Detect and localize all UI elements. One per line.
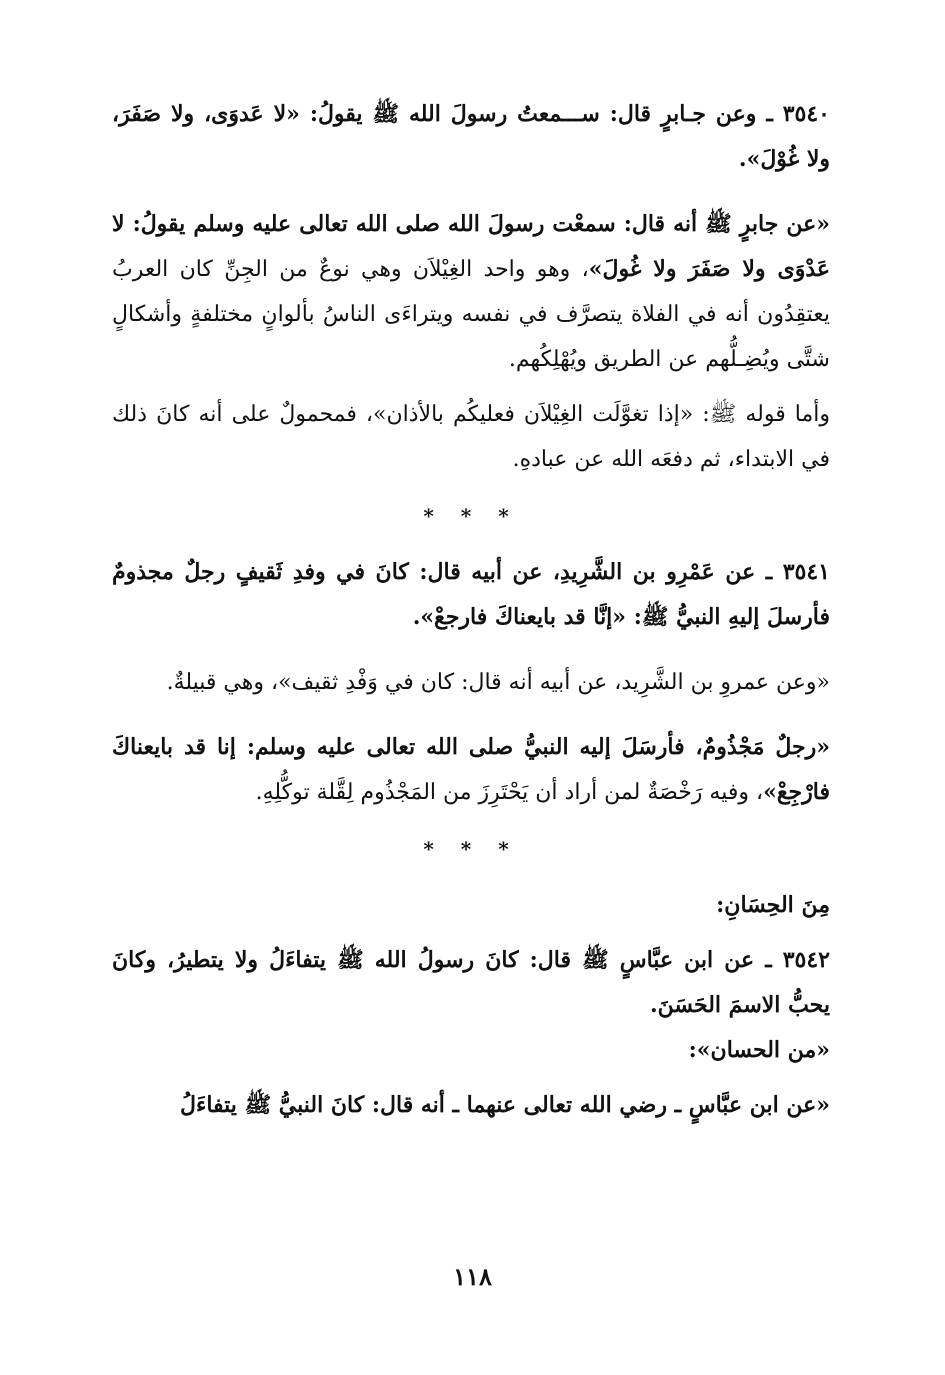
hadith-3541: ٣٥٤١ ـ عن عَمْرِو بن الشَّرِيدِ، عن أبيه قال: كانَ في وفدِ ثَقيفٍ رجلٌ مجذومٌ فأرسلَ إليهِ النبيُّ ﷺ: «إنَّا قد بايعناكَ فارجعْ». — [112, 559, 830, 630]
hadith-3540: ٣٥٤٠ ـ وعن جـابرٍ قال: ســـمعتُ رسولَ الله ﷺ يقولُ: «لا عَدوَى، ولا صَفَرَ، ولا غُوْلَ». — [112, 101, 830, 172]
commentary-3541-paragraph-2 — [112, 725, 830, 815]
hadith-3542: ٣٥٤٢ ـ عن ابن عبَّاسٍ ﷺ قال: كانَ رسولُ الله ﷺ يتفاءَلُ ولا يتطيرُ، وكانَ يحبُّ الاسمَ الحَسَنَ. — [112, 947, 830, 1018]
commentary-heading: «من الحسان»: — [688, 1037, 830, 1063]
commentary-3540-explanation: ، وهو واحد الغِيْلاَن وهي نوعٌ من الجِنِّ كان العربُ يعتقِدُون أنه في الفلاة يتصرَّف في نفسه ويتراءَى الناسُ بألوانٍ مختلفةٍ وأشكالٍ شتَّى ويُضِـلُّهم عن الطريق ويُهْلِكُهم. — [112, 257, 830, 372]
commentary-3540-paragraph-1 — [112, 202, 830, 382]
commentary-3540-quote: «عن جابرٍ ﷺ أنه قال: سمعْت رسولَ الله صلى الله تعالى عليه وسلم يقولُ: لا عَدْوَى ولا صَفَرَ ولا غُولَ» — [112, 211, 830, 282]
section-heading: مِنَ الحِسَانِ: — [716, 892, 830, 918]
commentary-3540-paragraph-2: وأما قوله ﷺ: «إذا تغوَّلَت الغِيْلاَن فعليكُم بالأذان»، فمحمولٌ على أنه كانَ ذلك في الابتداء، ثم دفعَه الله عن عبادهِ. — [112, 402, 830, 472]
commentary-3541-quote: «رجلٌ مَجْذُومٌ، فأرسَلَ إليه النبيُّ صلى الله تعالى عليه وسلم: إنا قد بايعناكَ فارْجِعْ» — [112, 734, 830, 805]
page-body — [112, 92, 830, 1128]
commentary-3541-paragraph-1: «وعن عمروِ بن الشَّرِيد، عن أبيه أنه قال: كان في وَفْدِ ثقيف»، وهي قبيلةٌ. — [166, 670, 830, 695]
section-separator: * * * — [423, 504, 519, 528]
section-separator: * * * — [423, 837, 519, 861]
page-number: ١١٨ — [453, 1262, 492, 1291]
commentary-3542-paragraph-1: «عن ابن عبَّاسٍ ـ رضي الله تعالى عنهما ـ أنه قال: كانَ النبيُّ ﷺ يتفاءَلُ — [179, 1092, 830, 1118]
commentary-3541-explanation: ، وفيه رَخْصَةٌ لمن أراد أن يَحْتَرِزَ من المَجْذُوم لِقَّلة توكُّلِهِ. — [255, 780, 764, 805]
